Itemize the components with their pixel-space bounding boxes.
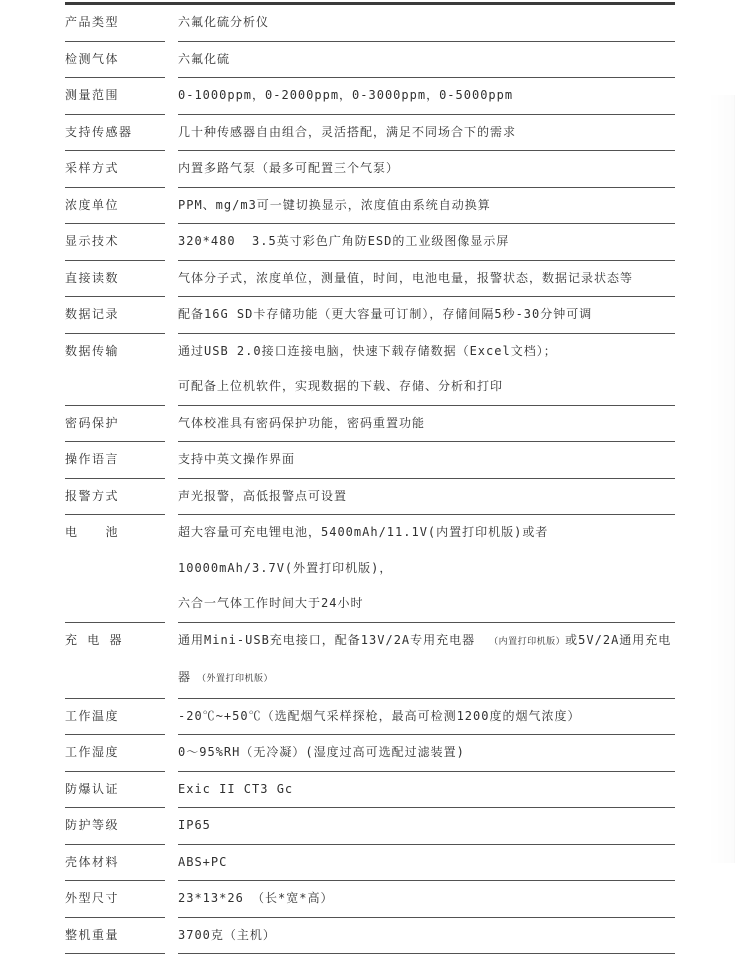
spec-label: 外型尺寸 — [65, 881, 165, 917]
spec-value: 六氟化硫 — [178, 42, 675, 78]
spec-value: 内置多路气泵（最多可配置三个气泵） — [178, 151, 675, 187]
spec-value-cell — [178, 479, 675, 516]
charger-main-text: 通用Mini-USB充电接口，配备13V/2A专用充电器 — [178, 633, 475, 647]
spec-label: 产品类型 — [65, 5, 165, 41]
spec-label-cell — [65, 406, 165, 443]
spec-row-measure-range — [65, 78, 675, 115]
spec-value-cell — [178, 808, 675, 845]
spec-value: Exic II CT3 Gc — [178, 772, 675, 808]
spec-row-work-humidity — [65, 735, 675, 772]
spec-value: 0-1000ppm，0-2000ppm，0-3000ppm，0-5000ppm — [178, 78, 675, 114]
spec-value-cell — [178, 261, 675, 298]
spec-value-line: 通过USB 2.0接口连接电脑，快速下载存储数据（Excel文档）； — [178, 334, 675, 370]
spec-table — [65, 2, 675, 954]
spec-label-cell — [65, 42, 165, 79]
spec-label-cell — [65, 479, 165, 516]
spec-label: 数据传输 — [65, 334, 165, 370]
spec-row-explosion-proof — [65, 772, 675, 809]
spec-label-cell — [65, 515, 165, 623]
spec-label-cell — [65, 261, 165, 298]
spec-value-line: 可配备上位机软件，实现数据的下载、存储、分析和打印 — [178, 369, 675, 405]
spec-value: -20℃~+50℃（选配烟气采样探枪，最高可检测1200度的烟气浓度） — [178, 699, 675, 735]
spec-label-cell — [65, 808, 165, 845]
spec-row-data-logging — [65, 297, 675, 334]
spec-label: 防护等级 — [65, 808, 165, 844]
spec-value-cell — [178, 78, 675, 115]
page-edge-shadow — [708, 95, 735, 863]
spec-value-cell — [178, 188, 675, 225]
spec-row-work-temp — [65, 699, 675, 736]
spec-value-cell — [178, 623, 675, 699]
spec-value: 320*480 3.5英寸彩色广角防ESD的工业级图像显示屏 — [178, 224, 675, 260]
spec-value-cell — [178, 772, 675, 809]
spec-value-cell — [178, 5, 675, 42]
spec-label: 工作温度 — [65, 699, 165, 735]
charger-note-external: （外置打印机版） — [197, 674, 273, 684]
spec-label: 数据记录 — [65, 297, 165, 333]
spec-label: 测量范围 — [65, 78, 165, 114]
spec-value: PPM、mg/m3可一键切换显示，浓度值由系统自动换算 — [178, 188, 675, 224]
spec-value-cell — [178, 881, 675, 918]
spec-label: 防爆认证 — [65, 772, 165, 808]
spec-label-cell — [65, 151, 165, 188]
spec-label-cell — [65, 78, 165, 115]
spec-label-cell — [65, 881, 165, 918]
spec-label: 整机重量 — [65, 918, 165, 954]
spec-row-alarm — [65, 479, 675, 516]
spec-label-cell — [65, 442, 165, 479]
spec-row-battery — [65, 515, 675, 623]
spec-row-display — [65, 224, 675, 261]
spec-label: 支持传感器 — [65, 115, 165, 151]
spec-value: 0～95%RH（无冷凝）(湿度过高可选配过滤装置) — [178, 735, 675, 771]
spec-label-cell — [65, 735, 165, 772]
spec-value — [178, 623, 675, 698]
spec-value: 配备16G SD卡存储功能（更大容量可订制），存储间隔5秒-30分钟可调 — [178, 297, 675, 333]
spec-value-cell — [178, 334, 675, 406]
spec-label-cell — [65, 772, 165, 809]
spec-label-cell — [65, 334, 165, 406]
spec-row-weight — [65, 918, 675, 954]
spec-label: 采样方式 — [65, 151, 165, 187]
spec-label-cell — [65, 224, 165, 261]
spec-value: 23*13*26 （长*宽*高） — [178, 881, 675, 917]
spec-value-line: 超大容量可充电锂电池，5400mAh/11.1V(内置打印机版)或者10000mAh/3.7V(外置打印机版)， — [178, 515, 675, 586]
spec-value: 六氟化硫分析仪 — [178, 5, 675, 41]
spec-label-cell — [65, 115, 165, 152]
spec-value: 几十种传感器自由组合，灵活搭配，满足不同场合下的需求 — [178, 115, 675, 151]
spec-label: 直接读数 — [65, 261, 165, 297]
spec-label: 充 电 器 — [65, 623, 165, 659]
spec-label: 工作湿度 — [65, 735, 165, 771]
spec-value-cell — [178, 699, 675, 736]
spec-row-protection-rating — [65, 808, 675, 845]
charger-note-internal: （内置打印机版） — [489, 637, 565, 647]
spec-label-cell — [65, 297, 165, 334]
spec-label-cell — [65, 5, 165, 42]
spec-label: 显示技术 — [65, 224, 165, 260]
spec-row-product-type — [65, 5, 675, 42]
spec-label-cell — [65, 188, 165, 225]
spec-value: 气体校准具有密码保护功能，密码重置功能 — [178, 406, 675, 442]
spec-label: 浓度单位 — [65, 188, 165, 224]
spec-label: 报警方式 — [65, 479, 165, 515]
spec-row-unit — [65, 188, 675, 225]
spec-row-detected-gas — [65, 42, 675, 79]
spec-value-cell — [178, 115, 675, 152]
spec-row-charger — [65, 623, 675, 699]
spec-row-data-transfer — [65, 334, 675, 406]
spec-row-password — [65, 406, 675, 443]
spec-label: 检测气体 — [65, 42, 165, 78]
spec-value-cell — [178, 406, 675, 443]
spec-value-cell — [178, 918, 675, 954]
spec-row-sensors — [65, 115, 675, 152]
spec-value: 气体分子式，浓度单位，测量值，时间，电池电量，报警状态，数据记录状态等 — [178, 261, 675, 297]
spec-value-cell — [178, 735, 675, 772]
spec-row-language — [65, 442, 675, 479]
spec-label: 壳体材料 — [65, 845, 165, 881]
spec-value: 支持中英文操作界面 — [178, 442, 675, 478]
spec-value-cell — [178, 224, 675, 261]
charger-alt-text: 或5V/2A通用充电器 — [178, 633, 671, 685]
spec-value-line: 六合一气体工作时间大于24小时 — [178, 586, 675, 622]
spec-value: IP65 — [178, 808, 675, 844]
spec-value: ABS+PC — [178, 845, 675, 881]
spec-label-cell — [65, 918, 165, 954]
spec-value: 3700克（主机） — [178, 918, 675, 954]
spec-label: 操作语言 — [65, 442, 165, 478]
spec-label-cell — [65, 699, 165, 736]
spec-value-cell — [178, 297, 675, 334]
spec-value-cell — [178, 442, 675, 479]
spec-row-dimensions — [65, 881, 675, 918]
spec-label: 电 池 — [65, 515, 165, 551]
spec-value-cell — [178, 42, 675, 79]
spec-value-cell — [178, 151, 675, 188]
spec-value: 声光报警，高低报警点可设置 — [178, 479, 675, 515]
spec-label: 密码保护 — [65, 406, 165, 442]
spec-value-cell — [178, 515, 675, 623]
spec-row-sampling — [65, 151, 675, 188]
spec-label-cell — [65, 623, 165, 699]
spec-row-readout — [65, 261, 675, 298]
